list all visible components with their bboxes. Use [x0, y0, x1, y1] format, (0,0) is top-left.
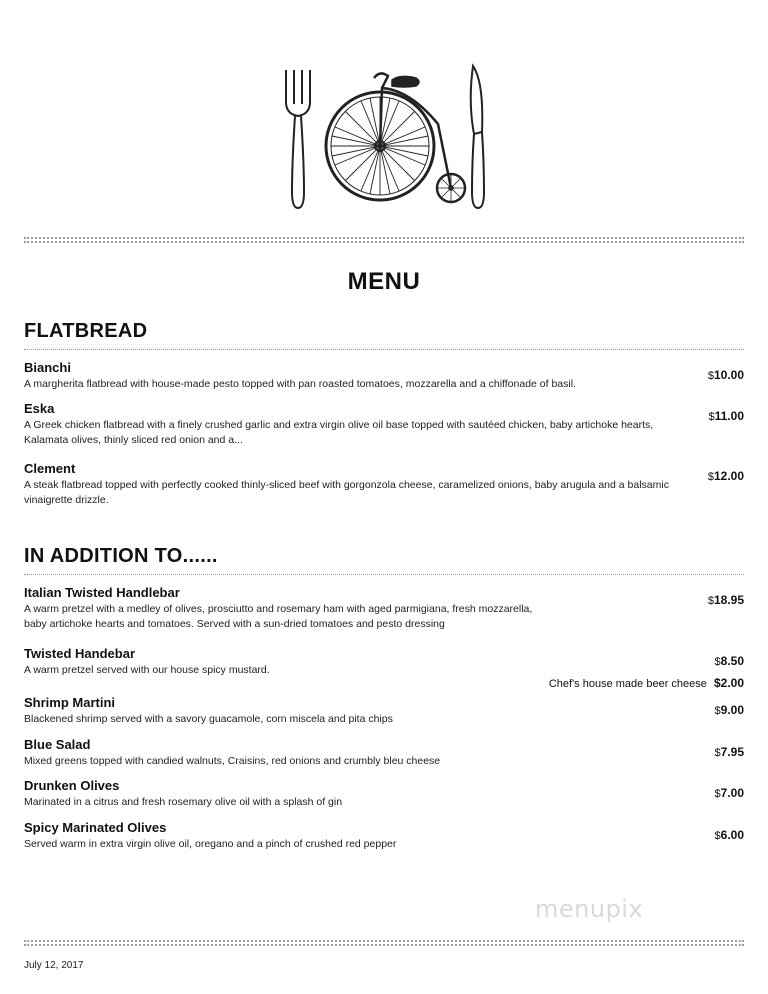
- price-value: 7.95: [720, 745, 744, 759]
- menu-item-shrimp-martini: [24, 695, 744, 727]
- item-price: [708, 593, 744, 607]
- section-divider: [24, 349, 744, 350]
- currency-symbol: $: [708, 411, 715, 423]
- item-description: Mixed greens topped with candied walnuts, Craisins, red onions and crumbly bleu cheese: [24, 755, 441, 767]
- menu-item-twisted-handebar: [24, 646, 744, 690]
- currency-symbol: $: [713, 676, 721, 690]
- section-divider: [24, 574, 744, 575]
- price-value: 2.00: [720, 676, 744, 690]
- item-name: Spicy Marinated Olives: [24, 820, 167, 835]
- currency-symbol: $: [714, 747, 721, 759]
- price-value: 18.95: [713, 593, 744, 607]
- price-value: 9.00: [720, 703, 744, 717]
- menu-item-bianchi: [24, 360, 744, 392]
- section-flatbread-header: [24, 320, 744, 350]
- penny-farthing-bicycle-icon: [326, 73, 465, 202]
- currency-symbol: $: [714, 788, 721, 800]
- item-price: [715, 703, 744, 717]
- currency-symbol: $: [714, 705, 721, 717]
- price-value: 12.00: [713, 469, 744, 483]
- currency-symbol: $: [707, 471, 714, 483]
- price-value: 8.50: [720, 654, 744, 668]
- dotted-divider-bottom: [24, 940, 744, 946]
- menu-title: MENU: [347, 268, 421, 295]
- restaurant-logo: [270, 62, 500, 222]
- menu-item-italian-twisted-handlebar: [24, 585, 744, 632]
- addon-label: Chef's house made beer cheese: [548, 678, 707, 690]
- item-price: [715, 654, 744, 668]
- menu-item-spicy-marinated-olives: [24, 820, 744, 852]
- item-price: [708, 469, 744, 483]
- menu-item-clement: [24, 461, 744, 508]
- knife-icon: [471, 66, 484, 208]
- item-description: Served warm in extra virgin olive oil, oregano and a pinch of crushed red pepper: [24, 838, 397, 850]
- item-description: Blackened shrimp served with a savory guacamole, corn miscela and pita chips: [24, 713, 393, 725]
- section-title: IN ADDITION TO......: [24, 545, 218, 567]
- currency-symbol: $: [714, 830, 721, 842]
- item-name: Drunken Olives: [24, 778, 120, 793]
- item-description: Marinated in a citrus and fresh rosemary olive oil with a splash of gin: [24, 796, 343, 808]
- item-description: A warm pretzel with a medley of olives, prosciutto and rosemary ham with aged parmigiana, fresh mozzarella, baby artichoke hearts and tomatoes. Served with a sun-dried tomatoes and pesto dressing: [24, 603, 533, 630]
- item-addon: [549, 676, 744, 690]
- item-description: A Greek chicken flatbread with a finely crushed garlic and extra virgin olive oil base topped with sautéed chicken, baby artichoke hearts, Kalamata olives, thinly sliced red onion and a...: [24, 419, 654, 446]
- dotted-divider-top: [24, 237, 744, 243]
- currency-symbol: $: [714, 656, 721, 668]
- item-price: [715, 828, 744, 842]
- price-value: 7.00: [720, 786, 744, 800]
- addon-price: [714, 676, 744, 690]
- item-name: Italian Twisted Handlebar: [24, 585, 180, 600]
- menu-item-eska: [24, 401, 744, 448]
- section-title: FLATBREAD: [24, 320, 148, 342]
- price-value: 10.00: [713, 368, 744, 382]
- item-name: Eska: [24, 401, 55, 416]
- price-value: 11.00: [714, 409, 744, 423]
- item-price: [708, 368, 744, 382]
- item-description: A steak flatbread topped with perfectly cooked thinly-sliced beef with gorgonzola cheese, caramelized onions, baby arugula and a balsamic vinaigrette drizzle.: [24, 479, 669, 506]
- item-description: A warm pretzel served with our house spicy mustard.: [24, 664, 270, 676]
- currency-symbol: $: [707, 370, 714, 382]
- item-price: [709, 409, 745, 423]
- item-name: Blue Salad: [24, 737, 91, 752]
- menu-item-blue-salad: [24, 737, 744, 769]
- currency-symbol: $: [707, 595, 714, 607]
- price-value: 6.00: [720, 828, 744, 842]
- item-price: [715, 745, 744, 759]
- section-in-addition-to-header: [24, 545, 744, 575]
- footer-date: July 12, 2017: [24, 960, 84, 971]
- item-description: A margherita flatbread with house-made pesto topped with pan roasted tomatoes, mozzarella and a chiffonade of basil.: [24, 378, 576, 390]
- item-name: Clement: [24, 461, 76, 476]
- item-name: Bianchi: [24, 360, 71, 375]
- item-name: Shrimp Martini: [24, 695, 116, 710]
- watermark: menupix: [535, 895, 644, 923]
- fork-icon: [286, 70, 310, 208]
- item-price: [715, 786, 744, 800]
- item-name: Twisted Handebar: [24, 646, 136, 661]
- menu-item-drunken-olives: [24, 778, 744, 810]
